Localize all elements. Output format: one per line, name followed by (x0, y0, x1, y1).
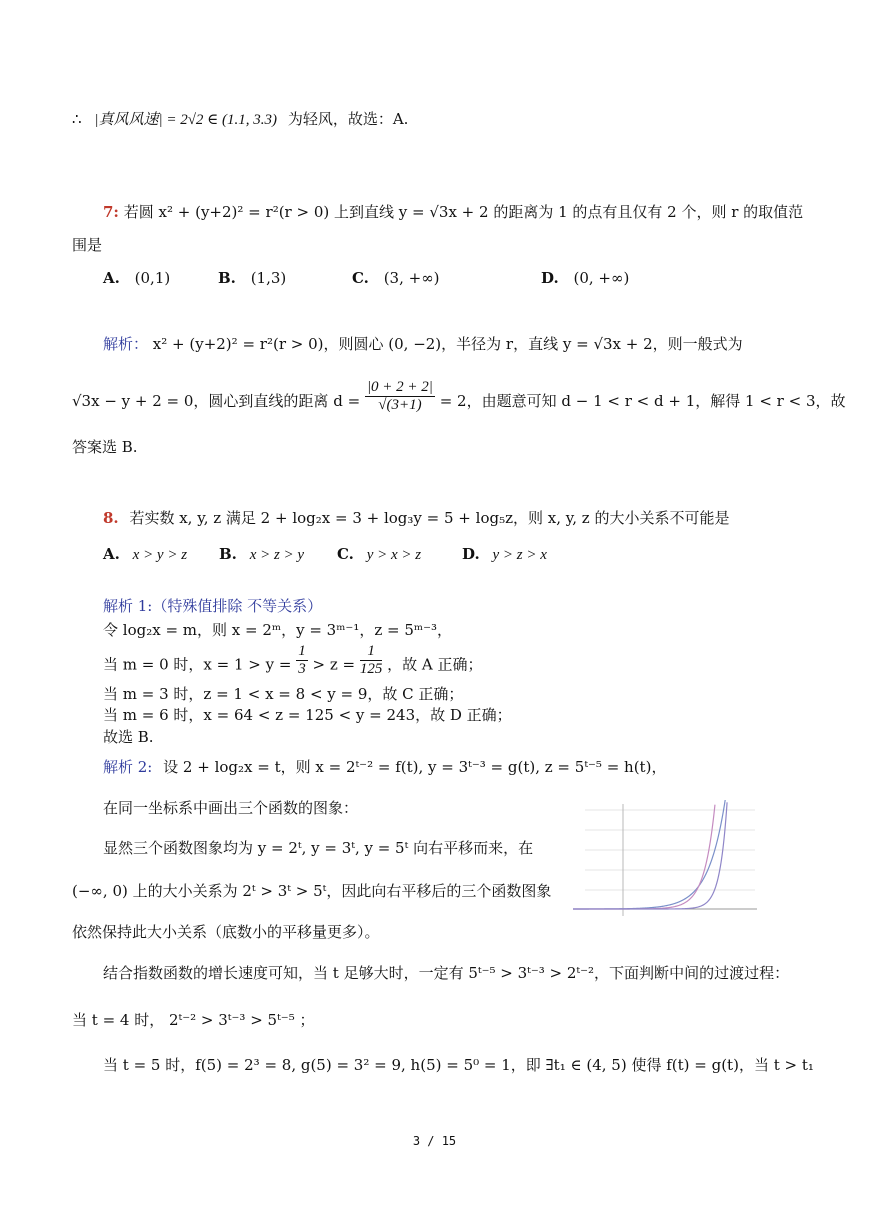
q8-number: 8. (103, 509, 119, 527)
option-label: A. (103, 269, 120, 287)
q7-option-c[interactable] (352, 267, 440, 289)
q7-number: 7: (103, 203, 119, 221)
q8-solution2-line1 (103, 756, 666, 778)
q7-option-a[interactable] (103, 267, 170, 289)
fraction-numerator: 1 (360, 643, 383, 661)
q8-solution2-line2: 在同一坐标系中画出三个函数的图象： (103, 799, 359, 817)
fraction-numerator: 1 (298, 643, 306, 659)
graph-grid (585, 810, 755, 890)
exponential-graph (565, 800, 760, 920)
q7-solution-line3: 答案选 B. (72, 438, 138, 456)
option-label: B. (218, 269, 236, 287)
page-number: 3 / 15 (412, 1134, 457, 1148)
q7-solution-text: x² + (y+2)² = r²(r > 0)，则圆心 (0, −2)，半径为 r，直线 y = √3x + 2，则一般式为 (152, 335, 743, 353)
q8-solution2-line7: 当 t = 4 时， 2ᵗ⁻² > 3ᵗ⁻³ > 5ᵗ⁻⁵ ； (72, 1011, 315, 1029)
q7-stem-text: 若圆 x² + (y+2)² = r²(r > 0) 上到直线 y = √3x + 2 的距离为 1 的点有且仅有 2 个，则 r 的取值范 (123, 203, 804, 221)
therefore-symbol: ∴ (72, 110, 82, 128)
q8-solution2-line5: 依然保持此大小关系（底数小的平移量更多）。 (72, 923, 380, 941)
distance-fraction (365, 379, 435, 414)
option-label: B. (219, 545, 237, 563)
q8-solution1-step4: 当 m = 6 时，x = 64 < z = 125 < y = 243，故 D 正确； (103, 706, 512, 724)
q7-option-d[interactable] (541, 267, 629, 289)
option-value: x > y > z (132, 547, 188, 563)
q7-solution-text: = 2，由题意可知 d − 1 < r < d + 1，解得 1 < r < 3，故 (439, 392, 846, 410)
conclusion-text: 为轻风，故选：A. (287, 110, 409, 128)
q7-stem-line1 (103, 201, 803, 223)
option-label: C. (337, 545, 354, 563)
q8-solution2-label: 解析 2: (103, 758, 153, 776)
option-label: D. (462, 545, 480, 563)
q7-stem-line2: 围是 (72, 236, 103, 254)
q8-solution1-step3: 当 m = 3 时，z = 1 < x = 8 < y = 9，故 C 正确； (103, 685, 464, 703)
q8-solution1-step5: 故选 B. (103, 728, 154, 746)
fraction-denominator: 125 (359, 661, 383, 677)
q7-solution-label: 解析： (103, 335, 149, 353)
option-value: x > z > y (249, 547, 305, 563)
step-text: ，故 A 正确； (387, 655, 483, 674)
option-value: y > x > z (366, 547, 422, 563)
q8-option-b[interactable] (219, 543, 304, 566)
curve-h-5-power (573, 802, 727, 909)
option-label: C. (352, 269, 369, 287)
q8-option-c[interactable] (337, 543, 421, 566)
fraction-numerator: |0 + 2 + 2| (366, 378, 433, 395)
curve-g-3-power (573, 805, 715, 909)
q8-solution2-line4: (−∞, 0) 上的大小关系为 2ᵗ > 3ᵗ > 5ᵗ，因此向右平移后的三个函数图象 (72, 882, 552, 900)
fraction-denominator: √(3+1) (378, 396, 422, 413)
fraction-one-125 (360, 643, 383, 678)
q8-solution1-label: 解析 1:（特殊值排除 不等关系） (103, 597, 323, 615)
fraction-one-third (296, 643, 308, 678)
option-value: (0,1) (134, 269, 171, 287)
q8-solution1-step1: 令 log₂x = m，则 x = 2ᵐ，y = 3ᵐ⁻¹，z = 5ᵐ⁻³， (103, 621, 453, 639)
step-text: 当 m = 0 时，x = 1 > y = (103, 655, 292, 674)
q8-solution2-line6: 结合指数函数的增长速度可知，当 t 足够大时，一定有 5ᵗ⁻⁵ > 3ᵗ⁻³ > 2ᵗ⁻²，下面判断中间的过渡过程： (103, 964, 790, 982)
q8-stem (103, 507, 729, 529)
fraction-denominator: 3 (298, 661, 306, 677)
q7-option-b[interactable] (218, 267, 286, 289)
conclusion-line (72, 108, 408, 131)
curve-f-2-power (573, 800, 725, 909)
q7-solution-text: √3x − y + 2 = 0，圆心到直线的距离 d = (72, 392, 361, 410)
option-value: y > z > x (492, 547, 547, 563)
option-label: A. (103, 545, 120, 563)
q7-solution-line1 (103, 333, 743, 355)
option-value: (1,3) (250, 269, 287, 287)
q8-option-d[interactable] (462, 543, 547, 566)
wind-speed-formula: |真风风速| = 2√2 ∈ (1.1, 3.3) (94, 112, 278, 128)
q8-solution2-line3: 显然三个函数图象均为 y = 2ᵗ, y = 3ᵗ, y = 5ᵗ 向右平移而来，在 (103, 839, 534, 857)
q8-solution1-step2 (103, 643, 483, 678)
option-label: D. (541, 269, 559, 287)
q8-option-a[interactable] (103, 543, 187, 566)
q8-stem-text: 若实数 x, y, z 满足 2 + log₂x = 3 + log₃y = 5 + log₅z，则 x, y, z 的大小关系不可能是 (129, 509, 730, 527)
q7-solution-line2 (72, 378, 846, 414)
q8-solution2-text: 设 2 + log₂x = t，则 x = 2ᵗ⁻² = f(t), y = 3ᵗ⁻³ = g(t), z = 5ᵗ⁻⁵ = h(t)， (163, 758, 667, 776)
q8-solution2-line8: 当 t = 5 时，f(5) = 2³ = 8, g(5) = 3² = 9, h(5) = 5⁰ = 1，即 ∃t₁ ∈ (4, 5) 使得 f(t) = g(t)，当 t > t₁ (103, 1056, 814, 1074)
option-value: (0, +∞) (573, 269, 630, 287)
option-value: (3, +∞) (383, 269, 440, 287)
step-text: > z = (312, 655, 356, 674)
